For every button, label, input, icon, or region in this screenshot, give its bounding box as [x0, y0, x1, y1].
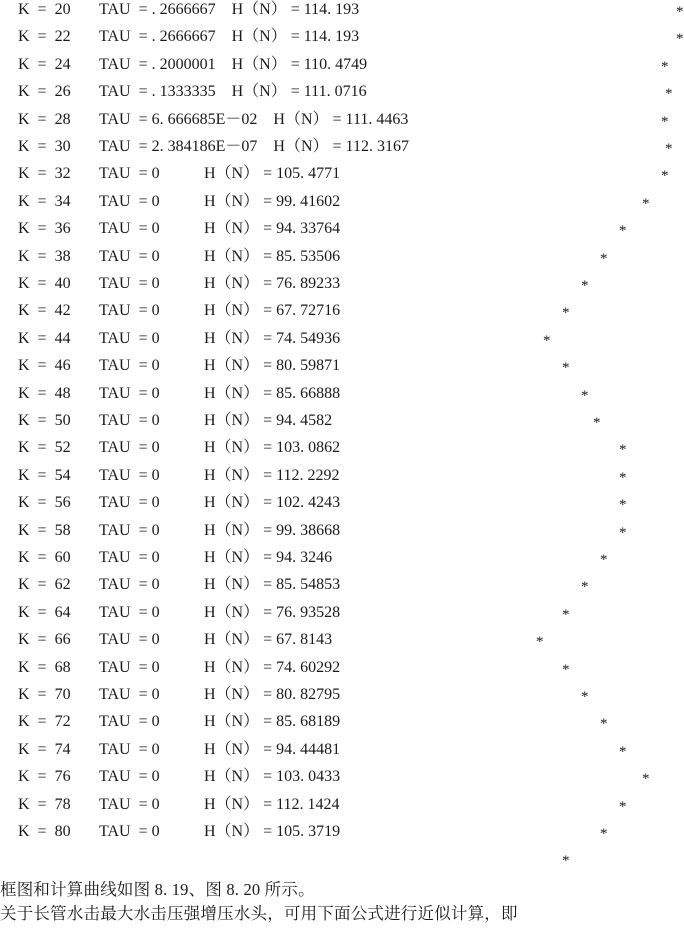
- plot-star: *: [581, 387, 589, 404]
- listing-row: [0, 630, 660, 657]
- tau-value: TAU = 0: [99, 466, 160, 484]
- tau-value: TAU = 0: [99, 631, 160, 649]
- k-value: K = 56: [18, 494, 71, 512]
- plot-star: *: [562, 305, 570, 322]
- k-value: K = 66: [18, 631, 71, 649]
- listing-row: [0, 55, 669, 82]
- plot-star: *: [581, 579, 589, 596]
- k-value: K = 32: [18, 165, 71, 183]
- listing-row: [0, 466, 660, 493]
- listing-row: [0, 82, 673, 109]
- listing-row: [0, 164, 669, 191]
- listing-row: [0, 438, 660, 465]
- caption-line-1: 框图和计算曲线如图 8. 19、图 8. 20 所示。: [0, 880, 315, 899]
- k-value: K = 60: [18, 549, 71, 566]
- k-value: K = 28: [18, 110, 71, 128]
- tau-value: TAU = 0: [99, 740, 160, 758]
- listing-row: [0, 247, 660, 274]
- listing-row: [0, 329, 660, 356]
- listing-row: [0, 0, 684, 27]
- plot-star: *: [661, 58, 669, 75]
- h-value: H（N） = 85. 66888: [204, 384, 341, 402]
- plot-star: *: [619, 223, 627, 240]
- tau-value: TAU = 0: [99, 795, 160, 813]
- h-value: H（N） = 94. 3246: [204, 549, 333, 566]
- plot-star: *: [562, 606, 570, 623]
- tau-value: TAU = 0: [99, 521, 160, 539]
- k-value: K = 22: [18, 28, 71, 46]
- listing-row: [0, 356, 660, 383]
- plot-star: *: [642, 771, 650, 788]
- plot-star: *: [619, 798, 627, 815]
- listing-row: [0, 658, 660, 685]
- plot-star: *: [600, 826, 608, 842]
- listing-row: [0, 740, 660, 767]
- h-value: H（N） = 94. 33764: [204, 220, 341, 238]
- plot-star: *: [600, 552, 608, 568]
- h-value: H（N） = 102. 4243: [204, 494, 341, 512]
- listing-row: [0, 192, 660, 219]
- h-value: H（N） = 94. 4582: [204, 412, 333, 429]
- h-value: H（N） = 85. 53506: [204, 247, 341, 265]
- tau-value: TAU = 0: [99, 713, 160, 731]
- tau-value: TAU = 2. 384186E－07 H（N） = 112. 3167: [99, 138, 409, 155]
- listing-row: [0, 712, 660, 739]
- trailing-plot-star: *: [562, 853, 570, 870]
- k-value: K = 42: [18, 302, 71, 320]
- tau-value: TAU = . 2666667 H（N） = 114. 193: [99, 1, 360, 18]
- listing-row: [0, 384, 660, 411]
- plot-star: *: [619, 442, 627, 459]
- plot-star: *: [593, 415, 601, 431]
- k-value: K = 64: [18, 603, 71, 621]
- h-value: H（N） = 103. 0862: [204, 439, 341, 457]
- plot-star: *: [562, 360, 570, 377]
- tau-value: TAU = 0: [99, 357, 160, 375]
- k-value: K = 76: [18, 768, 71, 786]
- k-value: K = 20: [18, 1, 71, 18]
- k-value: K = 74: [18, 740, 71, 758]
- plot-star: *: [619, 469, 627, 486]
- plot-star: *: [581, 278, 589, 294]
- tau-value: TAU = 0: [99, 439, 160, 457]
- caption-line-2: 关于长管水击最大水击压强增压水头，可用下面公式进行近似计算，即: [0, 904, 518, 923]
- k-value: K = 78: [18, 795, 71, 813]
- k-value: K = 44: [18, 329, 71, 347]
- plot-star: *: [619, 497, 627, 514]
- k-value: K = 40: [18, 275, 71, 292]
- k-value: K = 24: [18, 55, 71, 73]
- plot-star: *: [619, 743, 627, 760]
- h-value: H（N） = 94. 44481: [204, 740, 341, 758]
- k-value: K = 48: [18, 384, 71, 402]
- listing-row: [0, 767, 660, 794]
- tau-value: TAU = 0: [99, 768, 160, 786]
- k-value: K = 36: [18, 220, 71, 238]
- tau-value: TAU = 6. 666685E－02 H（N） = 111. 4463: [99, 110, 409, 128]
- tau-value: TAU = . 1333335 H（N） = 111. 0716: [99, 83, 367, 101]
- listing-row: [0, 137, 673, 164]
- tau-value: TAU = 0: [99, 412, 160, 429]
- k-value: K = 80: [18, 823, 71, 840]
- h-value: H（N） = 85. 68189: [204, 713, 341, 731]
- h-value: H（N） = 103. 0433: [204, 768, 341, 786]
- h-value: H（N） = 76. 93528: [204, 603, 341, 621]
- tau-value: TAU = 0: [99, 247, 160, 265]
- tau-value: TAU = 0: [99, 658, 160, 676]
- k-value: K = 46: [18, 357, 71, 375]
- tau-value: TAU = 0: [99, 220, 160, 238]
- tau-value: TAU = . 2000001 H（N） = 110. 4749: [99, 55, 368, 73]
- plot-star: *: [581, 689, 589, 705]
- listing-row: [0, 493, 660, 520]
- tau-value: TAU = 0: [99, 549, 160, 566]
- tau-value: TAU = 0: [99, 603, 160, 621]
- plot-star: *: [536, 634, 544, 651]
- h-value: H（N） = 67. 8143: [204, 631, 333, 649]
- h-value: H（N） = 80. 82795: [204, 686, 341, 703]
- h-value: H（N） = 74. 60292: [204, 658, 341, 676]
- plot-star: *: [661, 113, 669, 130]
- plot-star: *: [676, 4, 684, 20]
- plot-star: *: [619, 524, 627, 541]
- h-value: H（N） = 99. 38668: [204, 521, 341, 539]
- listing-row: [0, 301, 660, 328]
- plot-star: *: [642, 195, 650, 212]
- h-value: H（N） = 105. 3719: [204, 823, 341, 840]
- h-value: H（N） = 112. 1424: [204, 795, 340, 813]
- h-value: H（N） = 67. 72716: [204, 302, 341, 320]
- tau-value: TAU = 0: [99, 823, 160, 840]
- k-value: K = 72: [18, 713, 71, 731]
- tau-value: TAU = 0: [99, 576, 160, 594]
- plot-star: *: [562, 661, 570, 678]
- listing-row: [0, 603, 660, 630]
- k-value: K = 70: [18, 686, 71, 703]
- plot-star: *: [676, 31, 684, 48]
- h-value: H（N） = 80. 59871: [204, 357, 341, 375]
- tau-value: TAU = 0: [99, 165, 160, 183]
- k-value: K = 58: [18, 521, 71, 539]
- h-value: H（N） = 74. 54936: [204, 329, 341, 347]
- k-value: K = 68: [18, 658, 71, 676]
- plot-star: *: [665, 141, 673, 157]
- plot-star: *: [600, 716, 608, 733]
- k-value: K = 30: [18, 138, 71, 155]
- listing-row: [0, 219, 660, 246]
- tau-value: TAU = 0: [99, 275, 160, 292]
- tau-value: TAU = 0: [99, 494, 160, 512]
- listing-row: [0, 548, 660, 575]
- listing-row: [0, 795, 660, 822]
- listing-row: [0, 685, 660, 712]
- plot-star: *: [543, 332, 551, 349]
- listing-row: [0, 110, 669, 137]
- listing-row: [0, 822, 660, 849]
- k-value: K = 54: [18, 466, 71, 484]
- listing-row: [0, 274, 660, 301]
- k-value: K = 34: [18, 192, 71, 210]
- tau-value: TAU = 0: [99, 384, 160, 402]
- tau-value: TAU = . 2666667 H（N） = 114. 193: [99, 28, 360, 46]
- k-value: K = 52: [18, 439, 71, 457]
- k-value: K = 38: [18, 247, 71, 265]
- h-value: H（N） = 105. 4771: [204, 165, 341, 183]
- listing-row: [0, 411, 660, 438]
- h-value: H（N） = 85. 54853: [204, 576, 341, 594]
- h-value: H（N） = 99. 41602: [204, 192, 341, 210]
- tau-value: TAU = 0: [99, 302, 160, 320]
- tau-value: TAU = 0: [99, 329, 160, 347]
- k-value: K = 26: [18, 83, 71, 101]
- h-value: H（N） = 76. 89233: [204, 275, 341, 292]
- tau-value: TAU = 0: [99, 686, 160, 703]
- plot-star: *: [661, 168, 669, 185]
- k-value: K = 62: [18, 576, 71, 594]
- plot-star: *: [600, 250, 608, 267]
- listing-row: [0, 27, 684, 54]
- tau-value: TAU = 0: [99, 192, 160, 210]
- listing-row: [0, 575, 660, 602]
- k-value: K = 50: [18, 412, 71, 429]
- plot-star: *: [665, 86, 673, 103]
- h-value: H（N） = 112. 2292: [204, 466, 340, 484]
- listing-row: [0, 521, 660, 548]
